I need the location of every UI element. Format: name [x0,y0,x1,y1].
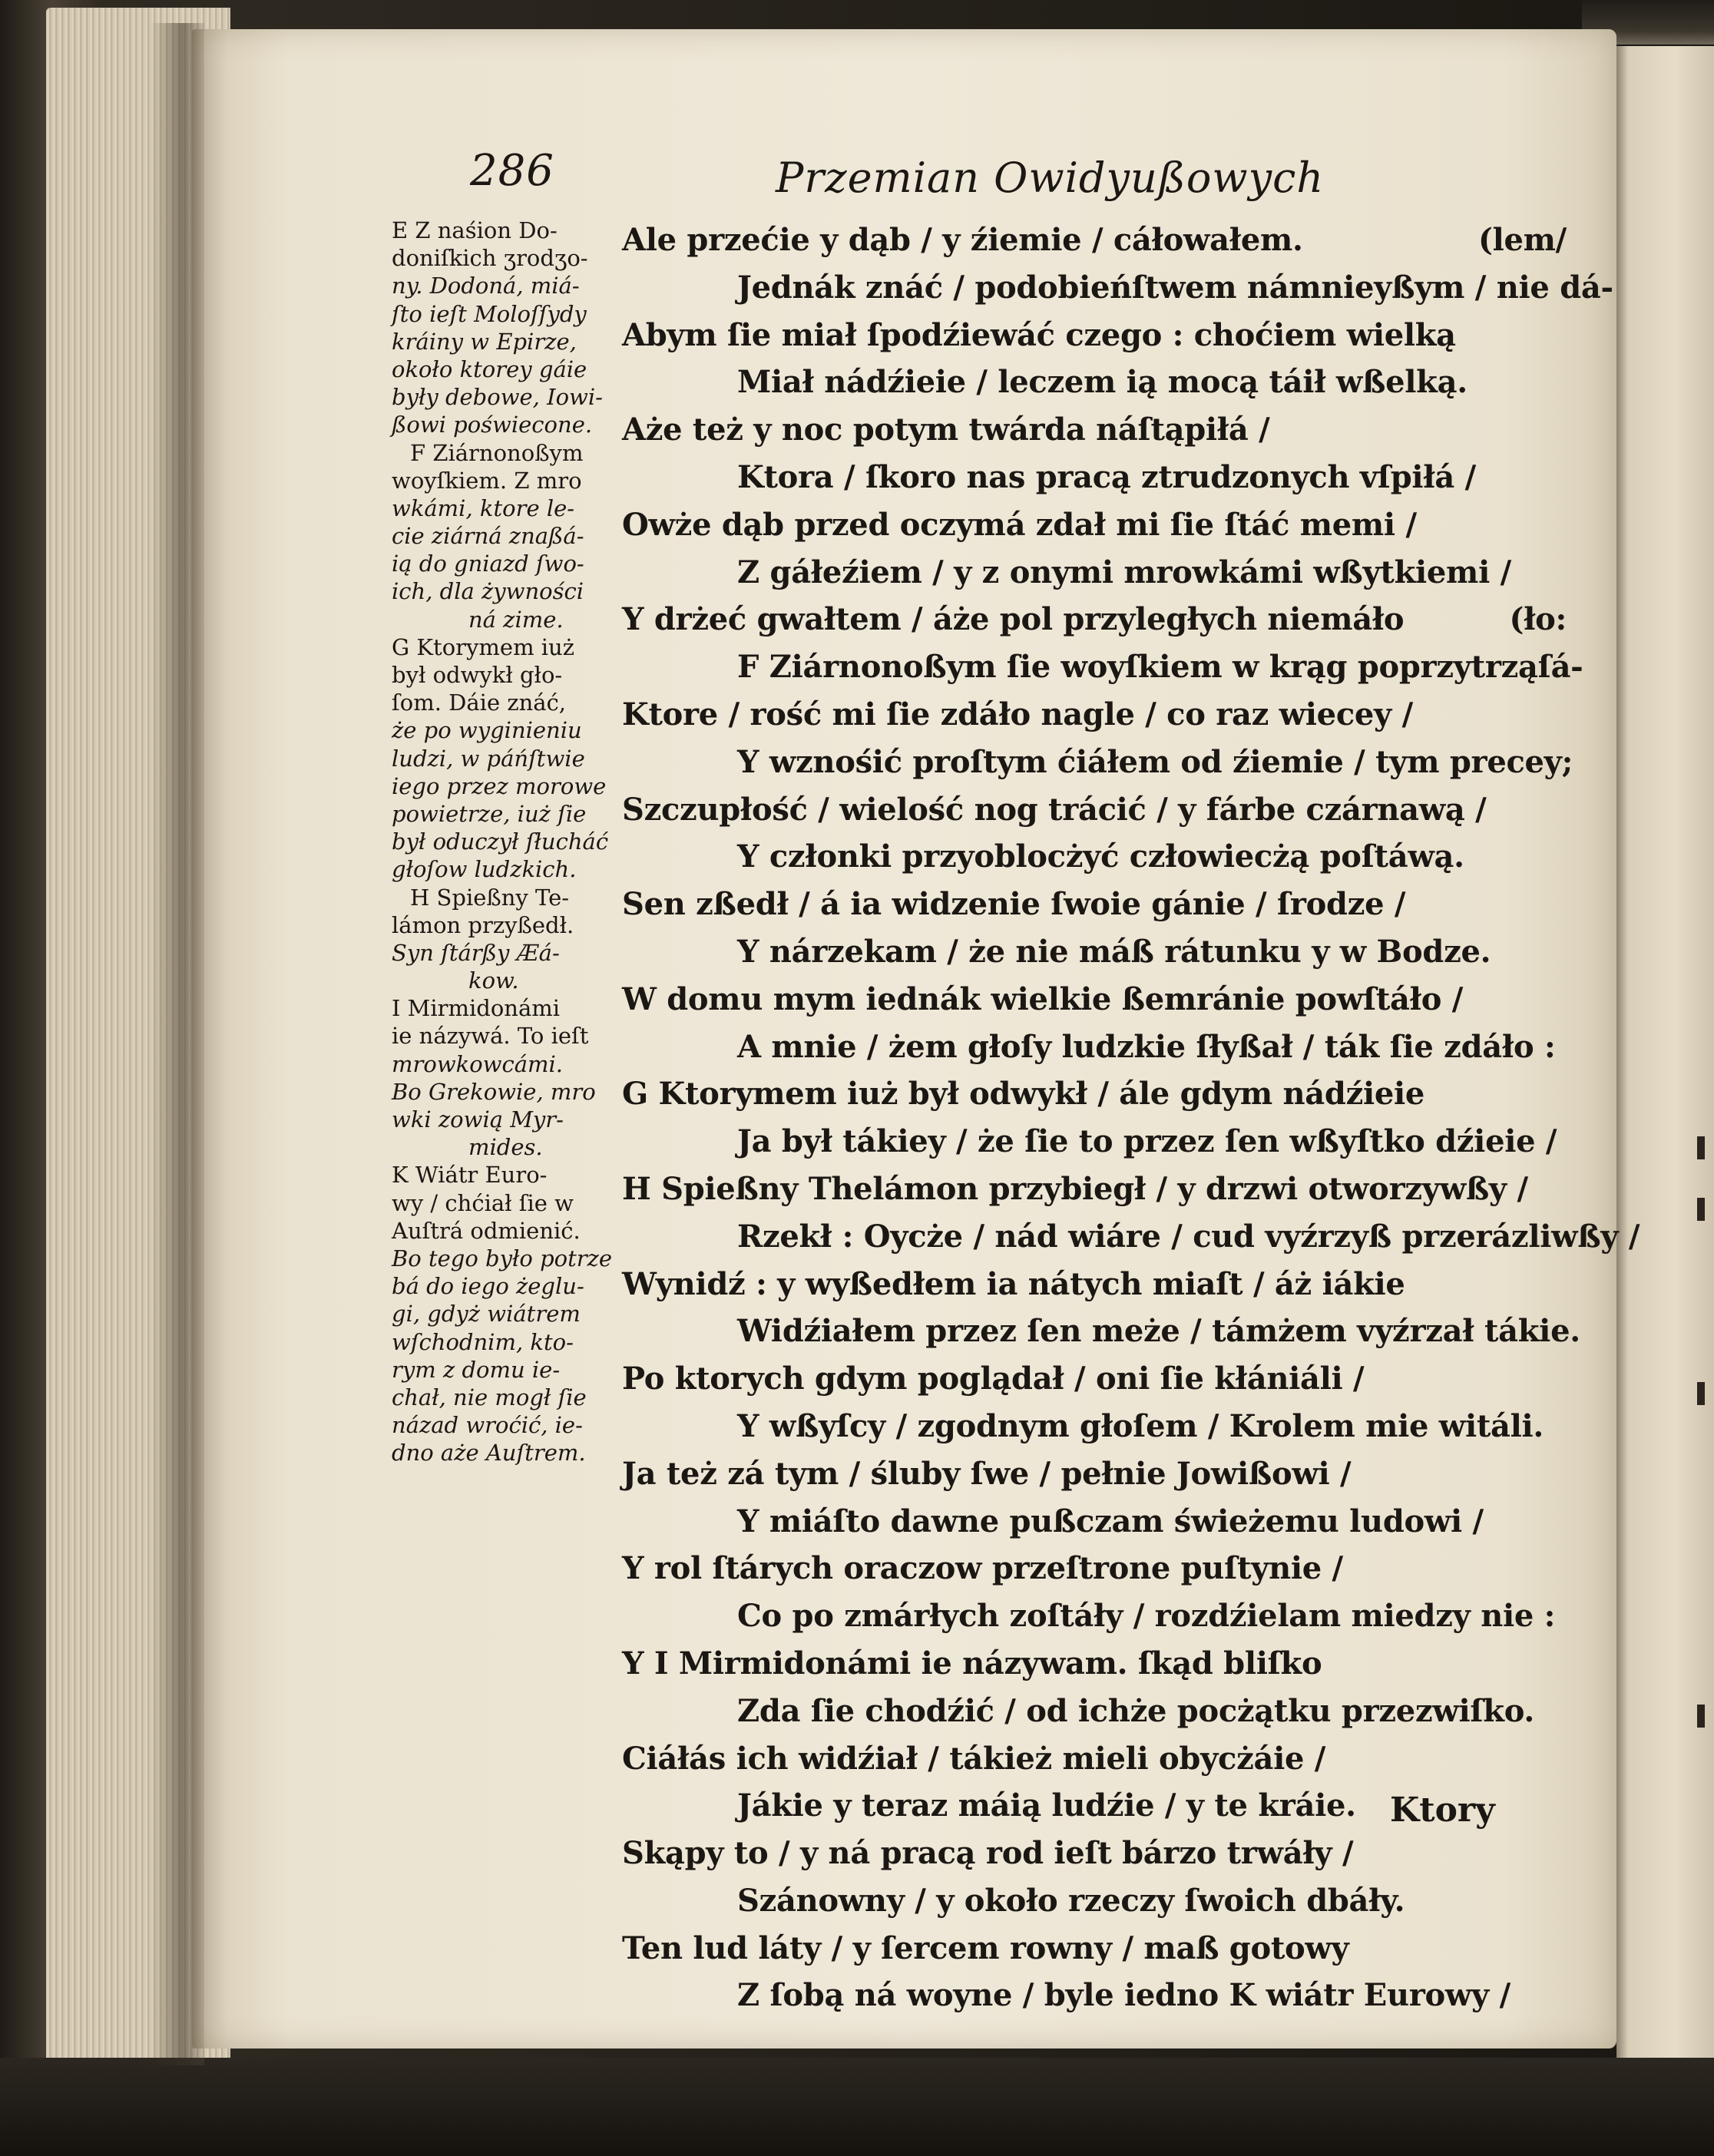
verse-line [622,786,1567,834]
margin-note-line: ná zime. [468,606,564,633]
verse-line-text: Abym ſie miał ſpodźiewáć czego : choćiem wielką [622,316,1456,353]
margin-note-line: ludzi, w páńſtwie [392,745,585,772]
verse-line [622,1688,1567,1735]
verse-line [622,1925,1567,1972]
verse-line-text: Ale przećie y dąb / y źiemie / cáłowałem. [622,222,1303,258]
verse-line [622,1640,1567,1688]
verse-line-text: Co po zmárłych zoſtáły / rozdźielam miedzy nie : [737,1598,1556,1635]
margin-notes [392,217,622,1467]
verse-line-text: Szánowny / y około rzeczy ſwoich dbáły. [737,1882,1405,1919]
verse-line [622,691,1567,739]
margin-note-line: I Mirmidonámi [392,995,561,1022]
verse-line-text: Y członki przyoblocżyć człowiecżą poſtáwą. [737,838,1464,875]
verse-line-text: F Ziárnonoßym ſie woyſkiem w krąg poprzytrząſá- [737,649,1583,686]
verse-line-text: Y nárzekam / że nie máß rátunku y w Bodze. [737,933,1491,970]
margin-note-line: wy / chćiał ſie w [392,1189,574,1216]
verse-line-text: Ktora / ſkoro nas pracą ztrudzonych vſpiłá / [737,458,1476,495]
page-number: 286 [470,146,554,196]
margin-note-line: Bo tego było potrze [392,1245,613,1271]
verse-line [622,1166,1567,1213]
verse-line-text: Y wznośić proſtym ćiáłem od źiemie / tym precey; [737,743,1573,780]
verse-line [622,1545,1567,1592]
verse-line [622,1023,1567,1071]
verse-line-text: Y miáſto dawne pußczam świeżemu ludowi / [737,1503,1484,1539]
verse-line [622,454,1567,501]
verse-line [622,549,1567,597]
running-head: Przemian Owidyußowych [776,154,1325,202]
verse-line-text: Ten lud láty / y ſercem rowny / maß gotowy [622,1929,1349,1966]
verse-line-text: Jákie y teraz máią ludźie / y te kráie. [737,1787,1356,1824]
verse-line-text: Ja był tákiey / że ſie to przez ſen wßyſtko dźieie / [737,1123,1557,1160]
verse-line [622,1592,1567,1640]
margin-note-line: iego przez morowe [392,772,607,799]
verse-line [622,1498,1567,1546]
verse-line [622,1830,1567,1877]
verse-line-text: Szczupłość / wielość nog trácić / y fárbe czárnawą / [622,791,1487,828]
facing-page-edge [1616,46,1714,2156]
verse-line-text: Po ktorych gdym poglądał / oni ſie kłániáli / [622,1361,1365,1397]
verse-line [622,1972,1567,2019]
verse-line [622,1450,1567,1498]
verse-line-text: Skąpy to / y ná pracą rod ieſt bárzo trwáły / [622,1835,1354,1872]
verse-line [622,643,1583,691]
facing-page-mark [1697,1198,1705,1221]
facing-page-mark [1697,1382,1705,1405]
verse-line-text: A mnie / żem głoſy ludzkie ſłyßał / ták ſie zdáło : [737,1028,1556,1065]
verse-line-text: Zda ſie chodźić / od ichże pocżątku przezwiſko. [737,1692,1535,1729]
verse-line [622,881,1567,928]
verse-line [622,312,1567,359]
margin-note-line: ſto ieſt Moloſſydy [392,300,587,327]
verse-line-text: Jednák znáć / podobieńſtwem námnieyßym / nie dá- [737,269,1613,306]
verse-line [622,264,1613,312]
margin-note-line: Syn ſtárßy Æá- [392,939,560,966]
margin-note-line: powietrze, iuż ſie [392,800,587,827]
margin-note-line: około ktorey gáie [392,355,587,382]
margin-note-line: doniſkich ʒrodʒo- [392,245,588,272]
verse-line [622,1213,1640,1261]
verse-line-text: Y drżeć gwałtem / áże pol przyległych niemáło [622,601,1405,638]
verse-line-text: Z gáłeźiem / y z onymi mrowkámi wßytkiemi / [737,554,1511,590]
catchword: Ktory [1390,1791,1495,1830]
margin-note-line: lámon przyßedł. [392,911,574,938]
margin-note-line: wkámi, ktore le- [392,494,575,521]
margin-note-line: cie ziárná znaßá- [392,523,584,550]
margin-note-line: mrowkowcámi. [392,1050,564,1077]
verse-line [622,501,1567,549]
verse-line-text: Owże dąb przed oczymá zdał mi ſie ſtáć memi / [622,506,1417,543]
facing-page-mark [1697,1705,1705,1728]
margin-note-line: Auſtrá odmienić. [392,1217,581,1244]
margin-note-line: woyſkiem. Z mro [392,467,582,494]
verse-line [622,1403,1567,1450]
margin-note-line: K Wiátr Euro- [392,1162,548,1189]
margin-note-line: ie názywá. To ieſt [392,1023,589,1050]
margin-note-line: wki zowią Myr- [392,1106,564,1133]
margin-note-line: G Ktorymem iuż [392,633,575,660]
margin-note-line: bá do iego żeglu- [392,1273,584,1300]
margin-note-line: rym z domu ie- [392,1356,561,1383]
margin-note-line: ią do gniazd ſwo- [392,551,584,577]
verse-line-text: Rzekł : Oycże / nád wiáre / cud vyźrzyß przerázliwßy / [737,1218,1640,1255]
margin-note-line: názad wroćić, ie- [392,1412,583,1439]
margin-note-line: był odwykł gło- [392,662,563,688]
margin-note-line: ny. Dodoná, miá- [392,273,580,299]
verse-line-text: Ja też zá tym / śluby ſwe / pełnie Jowißowi / [622,1455,1352,1492]
margin-note-line: mides. [468,1134,543,1161]
verse-line [622,1261,1567,1308]
verse-line-text: Sen zßedł / á ia widzenie ſwoie gánie / ſrodze / [622,886,1406,923]
page-gutter [151,23,204,2065]
verse-line-text: Z ſobą ná woyne / byle iedno K wiátr Eurowy / [737,1977,1511,2014]
margin-note-line: dno aże Auſtrem. [392,1440,586,1467]
verse-line [622,1355,1567,1403]
margin-note-line: ßowi poświecone. [392,412,593,438]
margin-note-line: H Spießny Te- [410,884,570,911]
verse-line [622,1877,1567,1925]
margin-note-line: że po wyginieniu [392,717,582,744]
verse-line [622,1070,1567,1118]
verse-line-turnover: (lem/ [1477,222,1567,258]
margin-note-line: ich, dla żywności [392,578,584,605]
verse-line [622,1308,1580,1355]
verse-line-text: Aże też y noc potym twárda náſtąpiłá / [622,412,1270,448]
verse-line [622,1118,1567,1166]
margin-note-line: ſom. Dáie znáć, [392,689,567,716]
margin-note-line: kráiny w Epirze, [392,328,577,355]
margin-note-line: gi, gdyż wiátrem [392,1301,581,1328]
verse-line-text: Y I Mirmidonámi ie názywam. ſkąd bliſko [622,1645,1322,1681]
verse-line [622,406,1567,454]
margin-note-line: wſchodnim, kto- [392,1328,574,1355]
verse-line-text: G Ktorymem iuż był odwykł / ále gdym nádźieie [622,1076,1425,1113]
verse-line [622,833,1567,881]
verse-line-text: H Spießny Thelámon przybiegł / y drzwi otworzywßy / [622,1170,1528,1207]
margin-note-line: E Z naśion Do- [392,217,558,243]
verse-line [622,976,1567,1023]
margin-note-line: Bo Grekowie, mro [392,1078,596,1105]
verse-line-text: Ktore / rość mi ſie zdáło nagle / co raz wiecey / [622,696,1413,732]
verse-line-text: Y rol ſtárych oraczow przeſtrone puſtynie / [622,1550,1343,1587]
verse-line-text: W domu mym iednák wielkie ßemránie powſtáło / [622,980,1464,1017]
margin-note-line: F Ziárnonoßym [410,439,584,466]
verse-line-text: Wynidź : y wyßedłem ia nátych miaſt / áż iákie [622,1265,1405,1302]
facing-page-mark [1697,1136,1705,1159]
verse-line [622,928,1567,976]
verse-line-text: Widźiałem przez ſen meże / támżem vyźrzał tákie. [737,1313,1580,1350]
book-bottom-edge [0,2058,1714,2156]
margin-note-line: kow. [468,967,519,994]
margin-note-line: były debowe, Iowi- [392,384,603,411]
verse-line [622,1735,1567,1783]
margin-note-line: chał, nie mogł ſie [392,1384,587,1410]
verse-line [622,739,1573,786]
verse-line-text: Miał nádźieie / leczem ią mocą táił wßelką. [737,364,1467,401]
verse-line [622,596,1567,643]
verse-line [622,359,1567,406]
margin-note-line: był oduczył ſłucháć [392,828,609,855]
verse-line-text: Ciáłás ich widźiał / tákież mieli obycżáie / [622,1740,1326,1777]
verse-line [622,217,1567,264]
verse-line-turnover: (ło: [1509,601,1567,638]
verse-line-text: Y wßyſcy / zgodnym głoſem / Krolem mie witáli. [737,1407,1544,1444]
margin-note-line: głoſow ludzkich. [392,856,577,883]
verse-text [622,217,1640,2019]
